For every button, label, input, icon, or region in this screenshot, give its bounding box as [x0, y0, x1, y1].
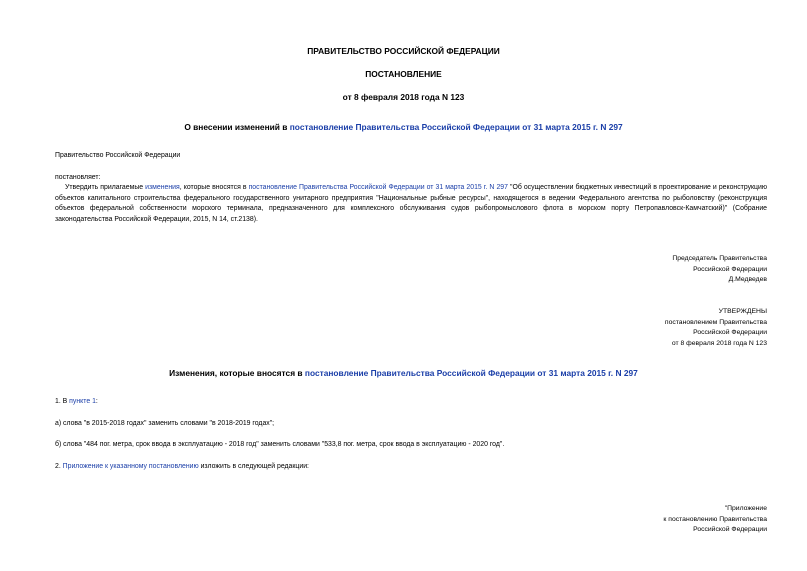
approved-by: постановлением Правительства [664, 318, 767, 326]
changes-title [0, 368, 807, 378]
main-paragraph-text-a: Утвердить прилагаемые [65, 184, 146, 191]
approved-block [665, 307, 767, 349]
item2-text-a: 2. [55, 463, 63, 470]
decrees-text: постановляет: [55, 174, 101, 181]
list-item [55, 397, 98, 408]
doc-type-heading: ПОСТАНОВЛЕНИЕ [365, 69, 442, 79]
item1-text-a: 1. В [55, 398, 70, 405]
appendix-country: Российской Федерации [693, 526, 767, 533]
doc-date-number: от 8 февраля 2018 года N 123 [342, 92, 465, 102]
main-paragraph-text-c: "Об осуществлении бюджетных инвестиций в проектирование и реконструкцию объектов капитального строительства федерального государственного унитарного предприятия "Национальные рыбные ресурсы", находящегося в ведении Федерального агентства по рыболовству (реконструкция объектов федеральной собственности морского терминала, предназначенного для комплексного обслуживания судов рыбопромыслового флота в морском порту Петропавловск-Камчатский)" (Собрание законодательства Российской Федерации, 2015, N 14, ст.2138). [55, 184, 768, 223]
item1-text-b: : [95, 398, 98, 405]
doc-title [0, 122, 807, 132]
signature-country: Российской Федерации [693, 265, 767, 273]
changes-title-link[interactable]: постановление Правительства Российской Федерации от 31 марта 2015 г. N 297 [304, 368, 638, 378]
signature-name: Д.Медведев [728, 276, 767, 283]
appendix-link[interactable]: Приложение к указанному постановлению [62, 463, 199, 470]
approved-heading: УТВЕРЖДЕНЫ [718, 308, 767, 315]
approved-date: от 8 февраля 2018 года N 123 [671, 339, 767, 347]
signature-title: Председатель Правительства [672, 255, 767, 262]
appendix-block [663, 504, 767, 536]
changes-title-text: Изменения, которые вносятся в [169, 368, 305, 378]
item2-text-b: изложить в следующей редакции: [198, 463, 309, 470]
changes-link[interactable]: изменения [145, 184, 180, 191]
list-item: б) слова "484 пог. метра, срок ввода в эксплуатацию - 2018 год" заменить словами "533,8 пог. метра, срок ввода в эксплуатацию - 2020 год". [55, 441, 505, 448]
main-paragraph-text-b: , которые вносятся в [179, 184, 249, 191]
doc-title-text: О внесении изменений в [184, 122, 290, 132]
doc-title-link[interactable]: постановление Правительства Российской Федерации от 31 марта 2015 г. N 297 [289, 122, 623, 132]
approved-country: Российской Федерации [693, 329, 767, 336]
decree-link[interactable]: постановление Правительства Российской Федерации от 31 марта 2015 г. N 297 [248, 184, 508, 191]
issuer-text: Правительство Российской Федерации [55, 152, 181, 159]
appendix-to: к постановлению Правительства [663, 515, 767, 523]
government-heading: ПРАВИТЕЛЬСТВО РОССИЙСКОЙ ФЕДЕРАЦИИ [307, 46, 500, 56]
signature-block [672, 254, 767, 286]
list-item [55, 462, 309, 473]
point-1-link[interactable]: пункте 1 [69, 398, 96, 405]
main-paragraph [55, 183, 767, 225]
list-item: а) слова "в 2015-2018 годах" заменить словами "в 2018-2019 годах"; [55, 420, 275, 427]
appendix-heading: "Приложение [724, 505, 767, 512]
